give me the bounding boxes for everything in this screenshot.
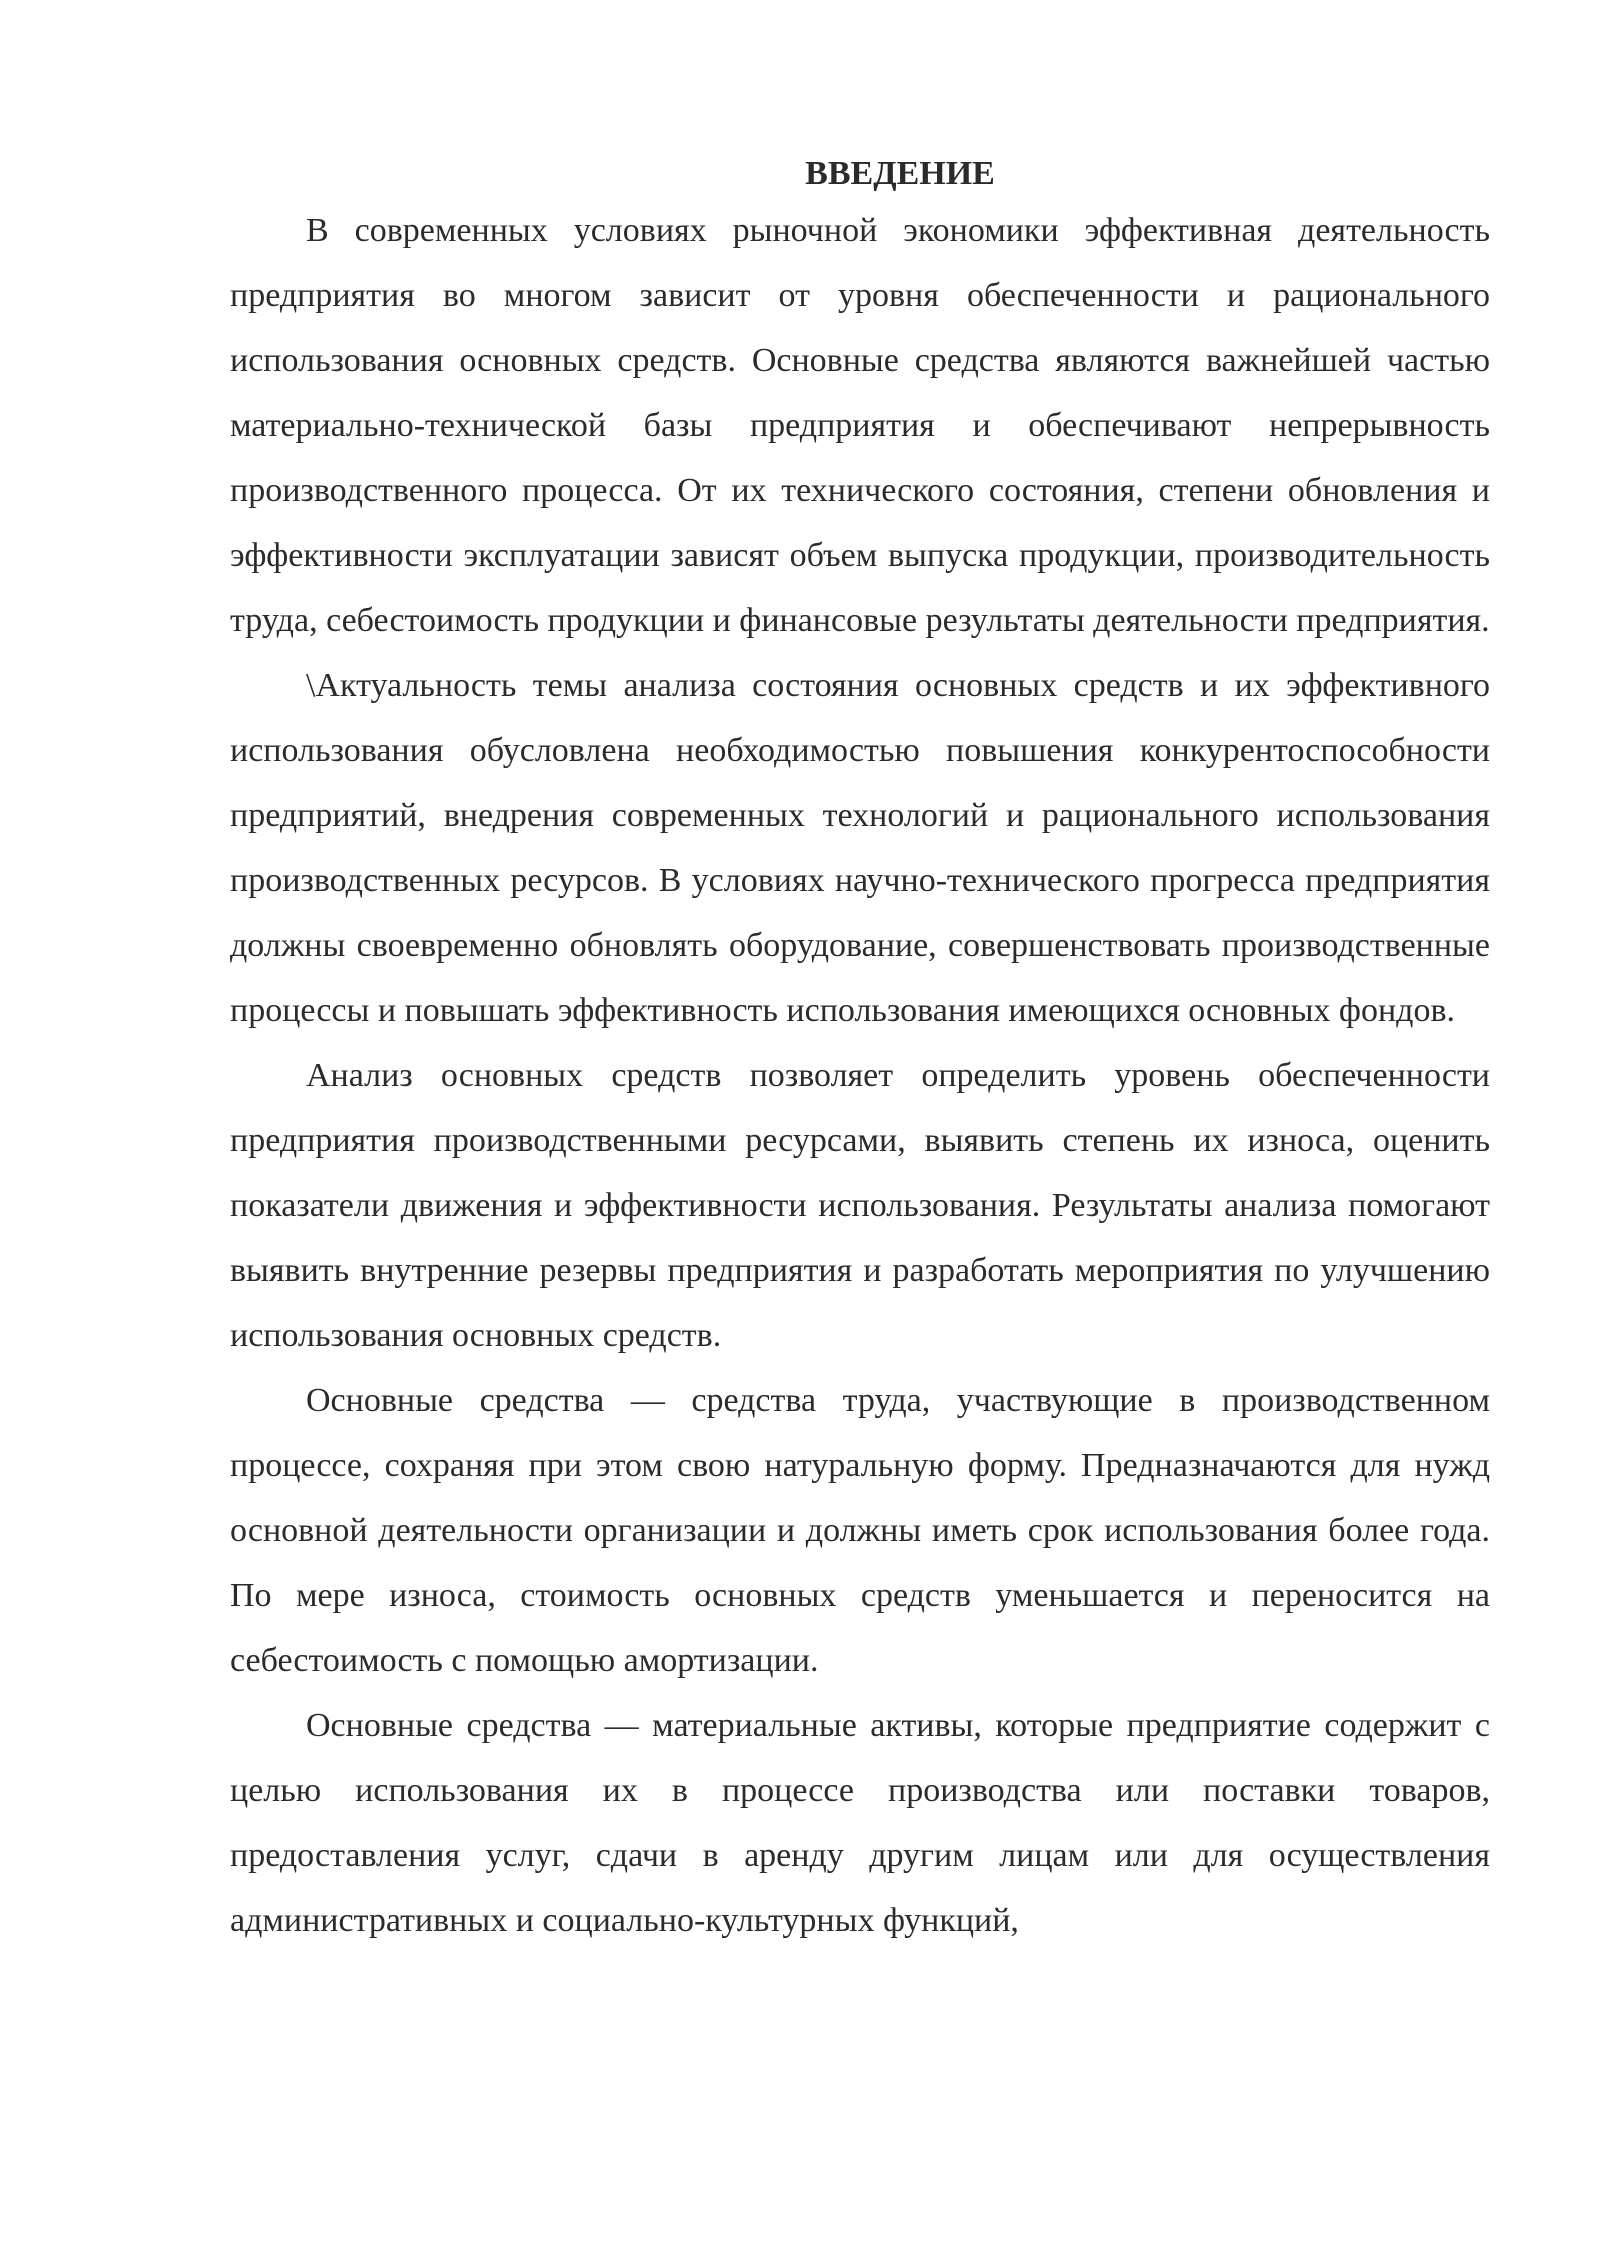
document-body [230, 150, 1490, 1953]
paragraph-1: В современных условиях рыночной экономики эффективная деятельность предприятия во многом зависит от уровня обеспеченности и рационального использования основных средств. Основные средства являются важнейшей частью материально-технической базы предприятия и обеспечивают непрерывность производственного процесса. От их технического состояния, степени обновления и эффективности эксплуатации зависят объем выпуска продукции, производительность труда, себестоимость продукции и финансовые результаты деятельности предприятия. [230, 212, 1490, 639]
paragraph-5: Основные средства — материальные активы, которые предприятие содержит с целью использования их в процессе производства или поставки товаров, предоставления услуг, сдачи в аренду другим лицам или для осуществления административных и социально-культурных функций, [230, 1707, 1490, 1939]
paragraph-4: Основные средства — средства труда, участвующие в производственном процессе, сохраняя при этом свою натуральную форму. Предназначаются для нужд основной деятельности организации и должны иметь срок использования более года. По мере износа, стоимость основных средств уменьшается и переносится на себестоимость с помощью амортизации. [230, 1382, 1490, 1679]
section-heading: ВВЕДЕНИЕ [805, 155, 995, 192]
paragraph-2: \Актуальность темы анализа состояния основных средств и их эффективного использования обусловлена необходимостью повышения конкурентоспособности предприятий, внедрения современных технологий и рационального использования производственных ресурсов. В условиях научно-технического прогресса предприятия должны своевременно обновлять оборудование, совершенствовать производственные процессы и повышать эффективность использования имеющихся основных фондов. [230, 667, 1490, 1029]
paragraph-3: Анализ основных средств позволяет определить уровень обеспеченности предприятия производственными ресурсами, выявить степень их износа, оценить показатели движения и эффективности использования. Результаты анализа помогают выявить внутренние резервы предприятия и разработать мероприятия по улучшению использования основных средств. [230, 1057, 1490, 1354]
